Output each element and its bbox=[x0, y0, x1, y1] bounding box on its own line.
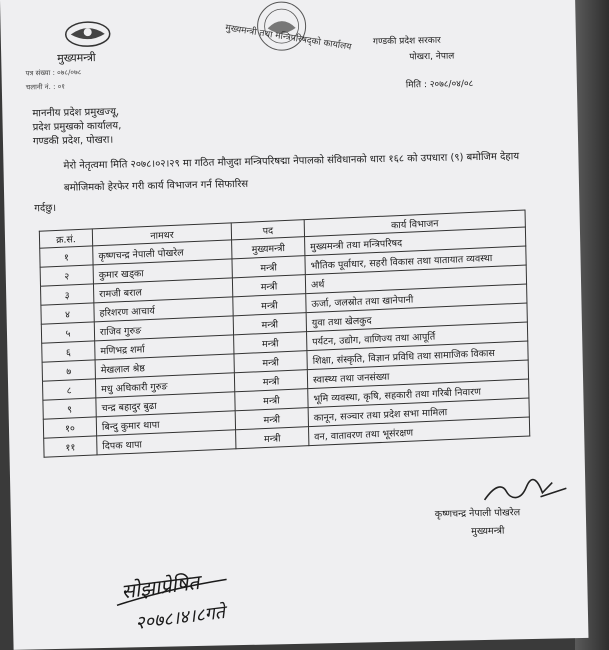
row-name: राजिव गुरुङ bbox=[94, 316, 233, 341]
row-name: कृष्णचन्द्र नेपाली पोखरेल bbox=[93, 240, 232, 265]
body-paragraph: मेरो नेतृत्वमा मिति २०७८।०२।२९ मा गठित मौजुदा मन्त्रिपरिषद्मा नेपालको संविधानको धारा १६८ को उपधारा (९) बमोजिम देहाय बमोजिमको हेरफेर गरी कार्य विभाजन गर्न सिफारिस bbox=[63, 151, 520, 194]
handwritten-line-2: २०७८।४।८गते bbox=[134, 601, 227, 635]
row-portfolio: स्वास्थ्य तथा जनसंख्या bbox=[307, 360, 528, 389]
row-post: मन्त्री bbox=[234, 332, 307, 354]
row-serial: ११ bbox=[44, 436, 97, 457]
header-serial: क्र.सं. bbox=[39, 229, 92, 248]
row-post: मन्त्री bbox=[233, 313, 306, 335]
row-serial: १ bbox=[40, 246, 93, 267]
row-portfolio: भौतिक पूर्वाधार, सहरी विकास तथा यातायात व्यवस्था bbox=[305, 246, 526, 275]
signature-icon bbox=[480, 476, 571, 506]
row-serial: ७ bbox=[42, 360, 95, 381]
handwritten-note bbox=[108, 554, 310, 638]
recipient-line-3: गण्डकी प्रदेश, पोखरा। bbox=[32, 134, 114, 148]
row-name: बिन्दु कुमार थापा bbox=[96, 411, 235, 436]
signatory-title: मुख्यमन्त्री bbox=[471, 525, 505, 538]
seal-caption: मुख्यमन्त्री तथा मन्त्रिपरिषद्को कार्यालय bbox=[224, 23, 352, 53]
government-location: पोखरा, नेपाल bbox=[409, 51, 455, 63]
recipient-line-1: माननीय प्रदेश प्रमुखज्यू, bbox=[32, 106, 120, 120]
row-serial: १० bbox=[43, 417, 96, 438]
row-serial: ८ bbox=[42, 379, 95, 400]
signatory-name: कृष्णचन्द्र नेपाली पोखरेल bbox=[434, 507, 521, 521]
row-name: चन्द्र बहादुर बुढा bbox=[96, 392, 235, 417]
row-post: मन्त्री bbox=[236, 427, 309, 449]
row-portfolio: पर्यटन, उद्योग, वाणिज्य तथा आपूर्ति bbox=[307, 322, 528, 351]
header-portfolio: कार्य विभाजन bbox=[304, 210, 525, 237]
row-post: मन्त्री bbox=[232, 256, 305, 278]
row-name: मधु अधिकारी गुरुङ bbox=[95, 373, 234, 398]
row-portfolio: कानून, सञ्चार तथा प्रदेश सभा मामिला bbox=[308, 398, 529, 427]
handwritten-line-1: सोझाप्रेषित bbox=[119, 569, 201, 604]
row-portfolio: ऊर्जा, जलस्रोत तथा खानेपानी bbox=[306, 284, 527, 313]
header-name: नामथर bbox=[92, 223, 231, 246]
nepal-emblem-icon bbox=[62, 18, 113, 49]
row-post: मन्त्री bbox=[232, 275, 305, 297]
row-name: हरिशरण आचार्य bbox=[94, 297, 233, 322]
body-paragraph-end: गर्दछु। bbox=[34, 202, 57, 215]
row-serial: ४ bbox=[41, 303, 94, 324]
row-portfolio: भूमि व्यवस्था, कृषि, सहकारी तथा गरिबी निवारण bbox=[308, 379, 529, 408]
row-serial: ६ bbox=[42, 341, 95, 362]
row-portfolio: शिक्षा, संस्कृति, विज्ञान प्रविधि तथा सामाजिक विकास bbox=[307, 341, 528, 370]
reference-number: पत्र संख्या : ०७८/०७८ bbox=[25, 68, 82, 78]
letter-date: मिति : २०७८/०४/०८ bbox=[405, 79, 474, 91]
cabinet-table bbox=[39, 210, 530, 458]
row-portfolio: अर्थ bbox=[305, 265, 526, 294]
government-name: गण्डकी प्रदेश सरकार bbox=[372, 35, 441, 48]
row-name: मेखलाल श्रेष्ठ bbox=[95, 354, 234, 379]
office-title: मुख्यमन्त्री bbox=[57, 51, 96, 65]
recipient-line-2: प्रदेश प्रमुखको कार्यालय, bbox=[32, 120, 122, 134]
row-post: मन्त्री bbox=[235, 408, 308, 430]
row-name: दिपक थापा bbox=[97, 430, 236, 455]
row-post: मुख्यमन्त्री bbox=[232, 237, 305, 259]
row-portfolio: युवा तथा खेलकुद bbox=[306, 303, 527, 332]
row-serial: ३ bbox=[41, 284, 94, 305]
row-post: मन्त्री bbox=[234, 351, 307, 373]
row-post: मन्त्री bbox=[234, 370, 307, 392]
row-serial: ५ bbox=[41, 322, 94, 343]
row-post: मन्त्री bbox=[233, 294, 306, 316]
row-name: रामजी बराल bbox=[93, 278, 232, 303]
chalani-number: चलानी नं. : ०१ bbox=[25, 82, 66, 92]
row-portfolio: मुख्यमन्त्री तथा मन्त्रिपरिषद bbox=[305, 227, 526, 256]
row-serial: ९ bbox=[43, 398, 96, 419]
row-portfolio: वन, वातावरण तथा भूसंरक्षण bbox=[309, 417, 530, 446]
row-serial: २ bbox=[40, 265, 93, 286]
row-name: कुमार खड्का bbox=[93, 259, 232, 284]
header-post: पद bbox=[231, 220, 304, 240]
row-name: मणिभद्र शर्मा bbox=[95, 335, 234, 360]
row-post: मन्त्री bbox=[235, 389, 308, 411]
